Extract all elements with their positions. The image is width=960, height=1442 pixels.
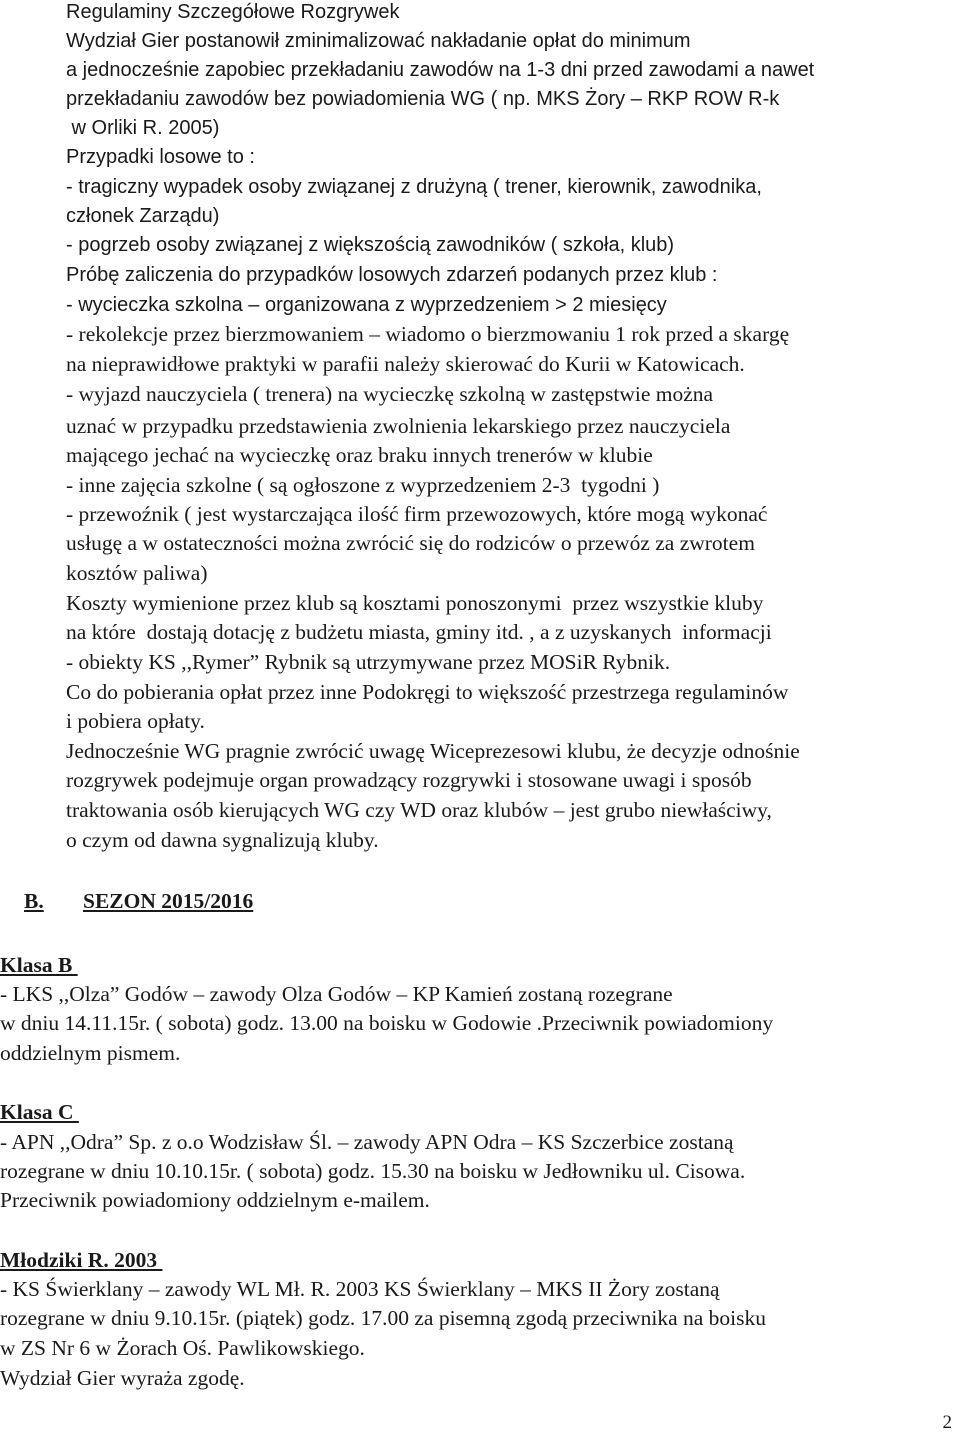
text-line: w Orliki R. 2005): [66, 117, 220, 139]
text-line: na nieprawidłowe praktyki w parafii należy skierować do Kurii w Katowicach.: [66, 352, 745, 376]
text-line: Próbę zaliczenia do przypadków losowych zdarzeń podanych przez klub :: [66, 264, 718, 286]
text-line: rozgrywek podejmuje organ prowadzący rozgrywki i stosowane uwagi i sposób: [66, 768, 752, 792]
klasa-c-heading: Klasa C: [0, 1100, 79, 1124]
text-line: o czym od dawna sygnalizują kluby.: [66, 828, 379, 852]
text-line: - KS Świerklany – zawody WL Mł. R. 2003 KS Świerklany – MKS II Żory zostaną: [0, 1277, 720, 1301]
text-line: Koszty wymienione przez klub są kosztami ponoszonymi przez wszystkie kluby: [66, 591, 764, 615]
mlodziki-heading: Młodziki R. 2003: [0, 1248, 163, 1272]
text-line: i pobiera opłaty.: [66, 709, 205, 733]
text-line: usługę a w ostateczności można zwrócić się do rodziców o przewóz za zwrotem: [66, 531, 755, 555]
page-number: 2: [942, 1412, 952, 1433]
section-letter: B.: [24, 889, 44, 913]
text-line: Co do pobierania opłat przez inne Podokręgi to większość przestrzega regulaminów: [66, 680, 789, 704]
section-title: SEZON 2015/2016: [83, 889, 254, 913]
text-line: - pogrzeb osoby związanej z większością zawodników ( szkoła, klub): [66, 234, 675, 256]
text-line: - obiekty KS ,,Rymer” Rybnik są utrzymywane przez MOSiR Rybnik.: [66, 650, 671, 674]
text-line: traktowania osób kierujących WG czy WD oraz klubów – jest grubo niewłaściwy,: [66, 798, 772, 822]
text-line: rozegrane w dniu 10.10.15r. ( sobota) godz. 15.30 na boisku w Jedłowniku ul. Cisowa.: [0, 1159, 746, 1183]
text-line: oddzielnym pismem.: [0, 1041, 181, 1065]
text-line: - wycieczka szkolna – organizowana z wyprzedzeniem > 2 miesięcy: [66, 294, 667, 316]
text-line: - wyjazd nauczyciela ( trenera) na wycieczkę szkolną w zastępstwie można: [66, 382, 714, 406]
text-line: Przeciwnik powiadomiony oddzielnym e-mailem.: [0, 1188, 430, 1212]
text-line: - inne zajęcia szkolne ( są ogłoszone z wyprzedzeniem 2-3 tygodni ): [66, 473, 660, 497]
text-line: - tragiczny wypadek osoby związanej z drużyną ( trener, kierownik, zawodnika,: [66, 176, 762, 198]
text-line: - APN ,,Odra” Sp. z o.o Wodzisław Śl. – zawody APN Odra – KS Szczerbice zostaną: [0, 1130, 734, 1154]
document-heading: Regulaminy Szczegółowe Rozgrywek: [66, 1, 400, 23]
text-line: Wydział Gier postanowił zminimalizować nakładanie opłat do minimum: [66, 30, 691, 52]
text-line: w ZS Nr 6 w Żorach Oś. Pawlikowskiego.: [0, 1336, 365, 1360]
text-line: przekładaniu zawodów bez powiadomienia WG ( np. MKS Żory – RKP ROW R-k: [66, 88, 780, 110]
text-line: kosztów paliwa): [66, 561, 208, 585]
text-line: uznać w przypadku przedstawienia zwolnienia lekarskiego przez nauczyciela: [66, 414, 731, 438]
text-line: Przypadki losowe to :: [66, 146, 255, 168]
text-line: a jednocześnie zapobiec przekładaniu zawodów na 1-3 dni przed zawodami a nawet: [66, 59, 815, 81]
text-line: - przewoźnik ( jest wystarczająca ilość firm przewozowych, które mogą wykonać: [66, 502, 768, 526]
text-line: rozegrane w dniu 9.10.15r. (piątek) godz. 17.00 za pisemną zgodą przeciwnika na boisku: [0, 1306, 766, 1330]
text-line: Jednocześnie WG pragnie zwrócić uwagę Wiceprezesowi klubu, że decyzje odnośnie: [66, 739, 800, 763]
text-line: - LKS ,,Olza” Godów – zawody Olza Godów – KP Kamień zostaną rozegrane: [0, 982, 673, 1006]
text-line: Wydział Gier wyraża zgodę.: [0, 1366, 245, 1390]
text-line: na które dostają dotację z budżetu miasta, gminy itd. , a z uzyskanych informacji: [66, 620, 772, 644]
klasa-b-heading: Klasa B: [0, 953, 78, 977]
text-line: mającego jechać na wycieczkę oraz braku innych trenerów w klubie: [66, 443, 653, 467]
text-line: w dniu 14.11.15r. ( sobota) godz. 13.00 na boisku w Godowie .Przeciwnik powiadomiony: [0, 1011, 774, 1035]
section-heading: [0, 887, 253, 916]
text-line: - rekolekcje przez bierzmowaniem – wiadomo o bierzmowaniu 1 rok przed a skargę: [66, 322, 790, 346]
text-line: członek Zarządu): [66, 205, 220, 227]
